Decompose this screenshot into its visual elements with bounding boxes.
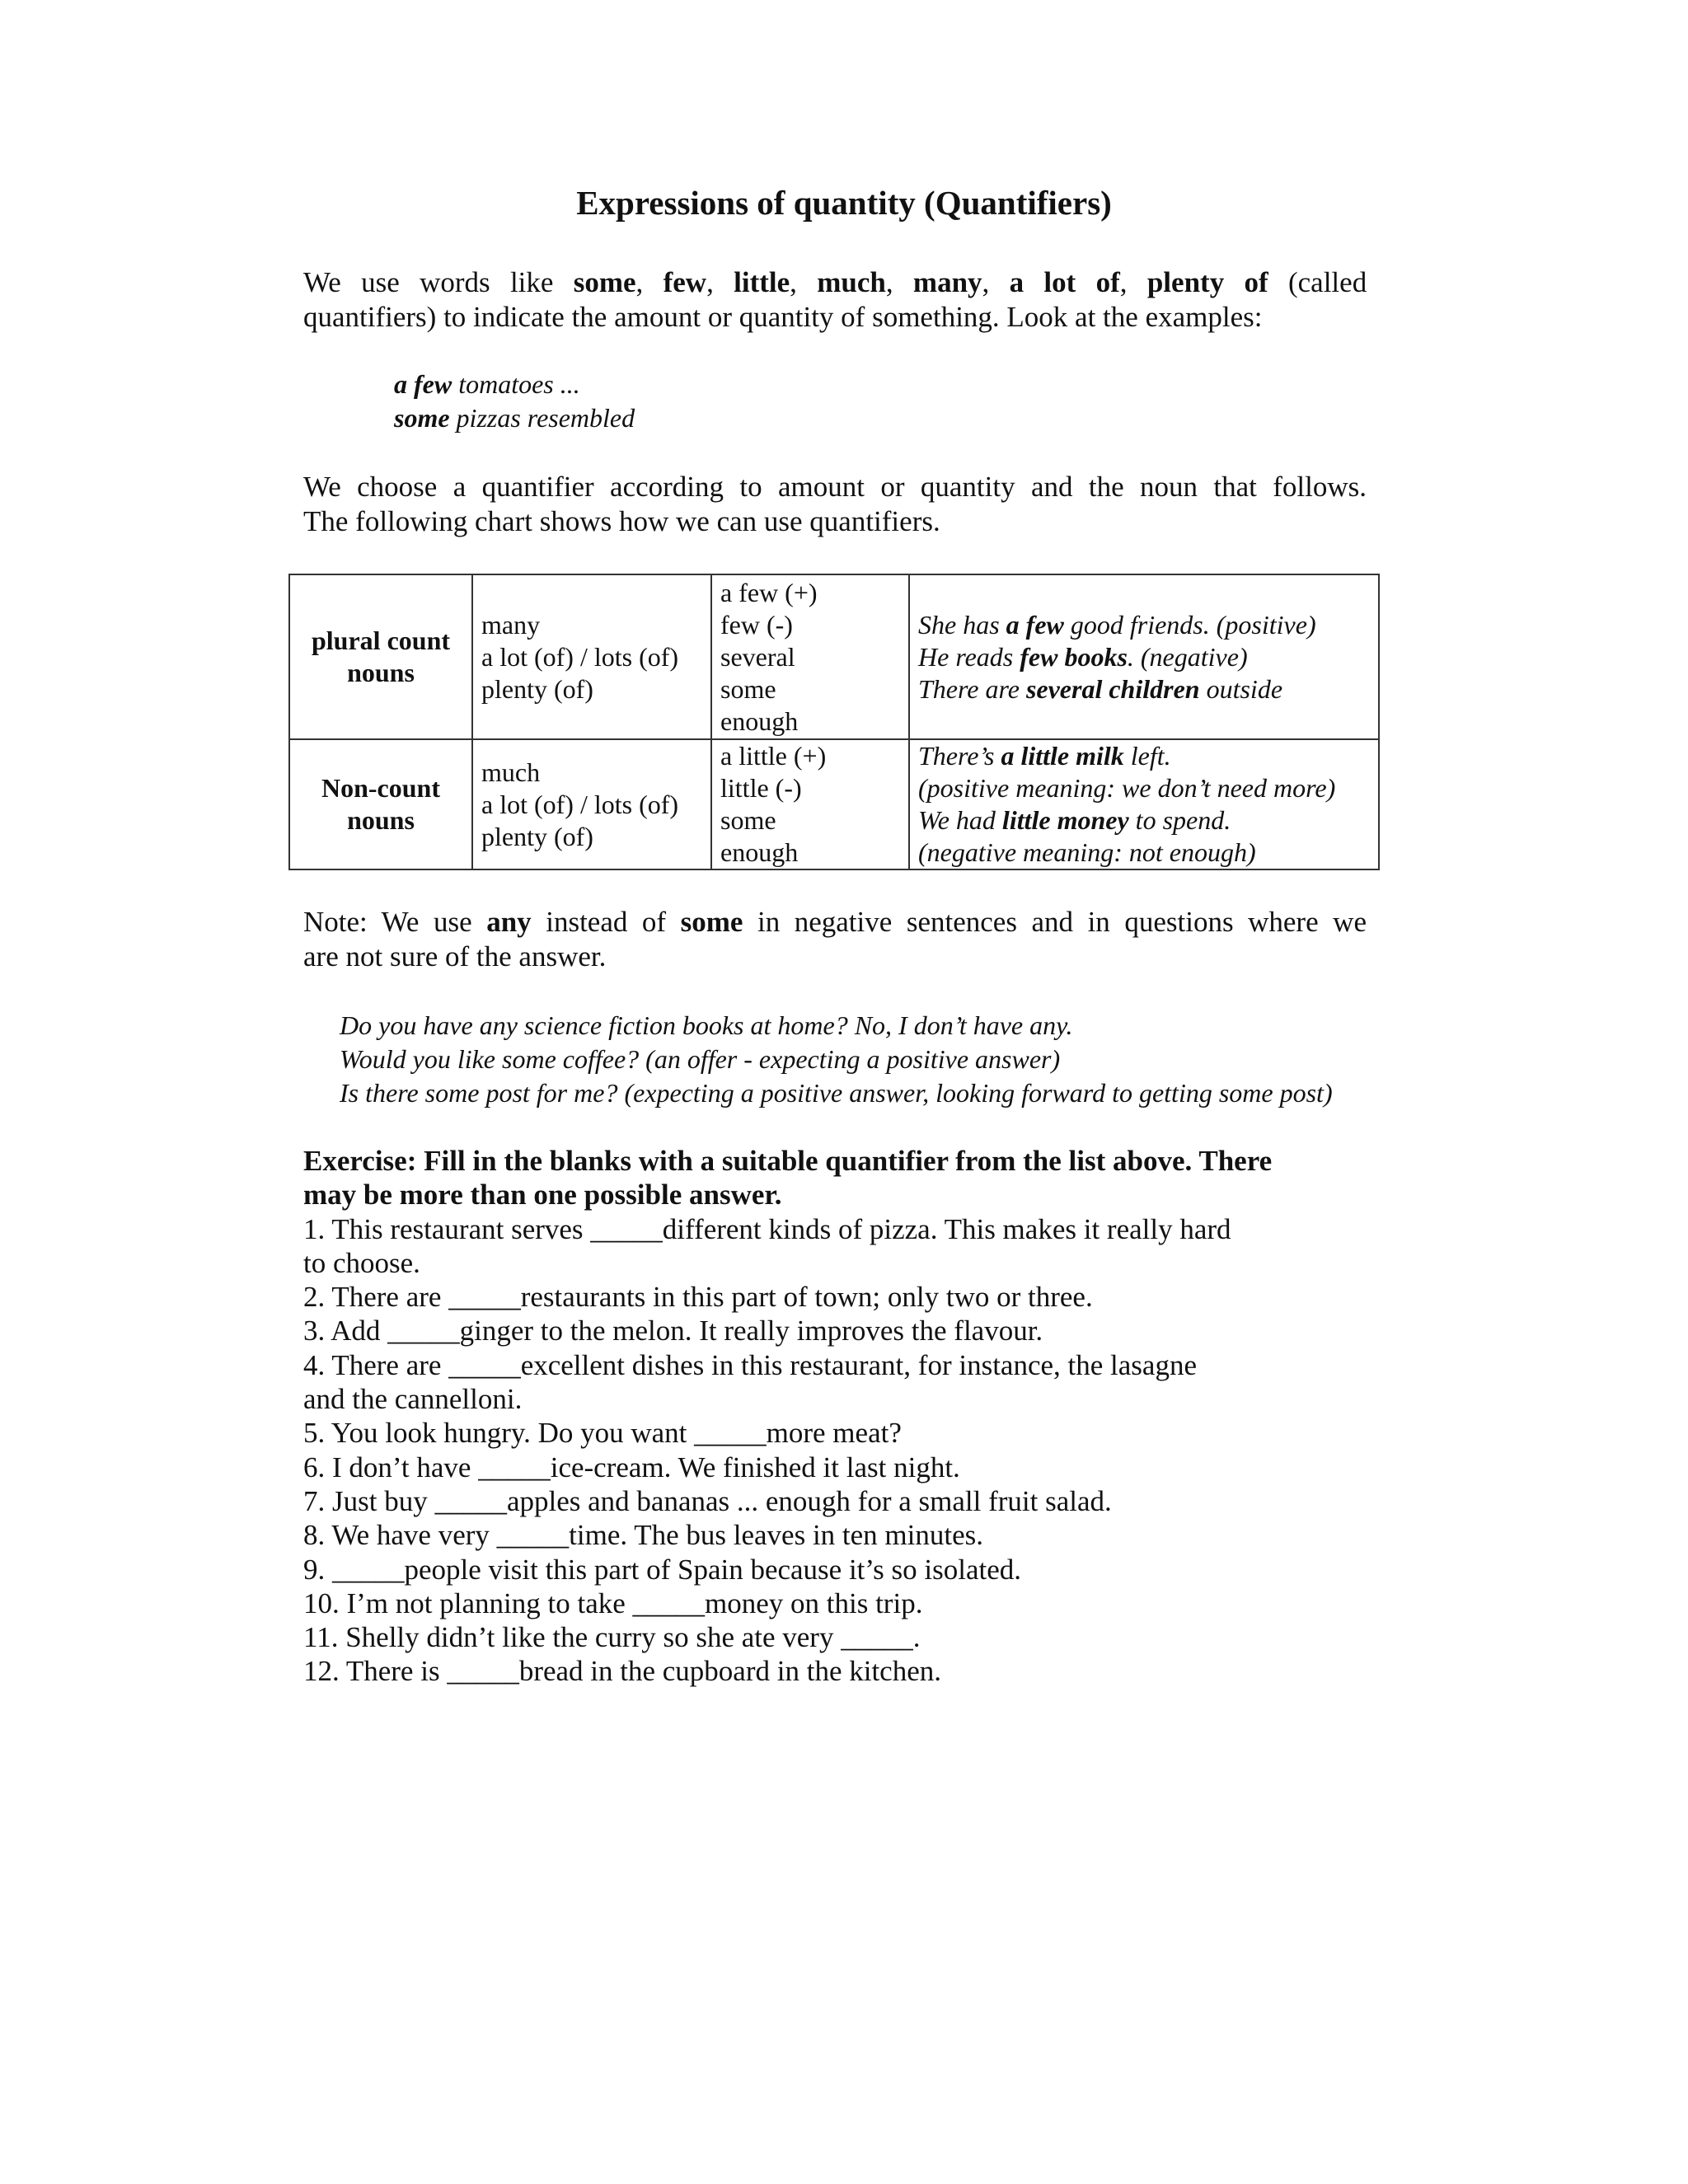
exercise-heading: Exercise: Fill in the blanks with a suitable quantifier from the list above. There: [303, 1145, 1273, 1177]
exercise-item: 10. I’m not planning to take _____money on this trip.: [303, 1586, 923, 1619]
example-bold: a few: [1006, 609, 1064, 640]
example-bold: little money: [1001, 805, 1129, 835]
example-bold: a few: [394, 369, 452, 399]
example-bold: a little milk: [1001, 741, 1124, 771]
table-row: [289, 574, 1379, 739]
noun-type-label: nouns: [347, 805, 415, 835]
note-text: Note: We use: [303, 906, 487, 938]
choose-line-1: We choose a quantifier according to amount or quantity and the noun that follows.: [303, 471, 1367, 503]
quantifier-item: enough: [720, 705, 799, 736]
exercise-item: 9. _____people visit this part of Spain because it’s so isolated.: [303, 1553, 1021, 1586]
note-paragraph: [303, 905, 1367, 974]
example-sentence: [918, 837, 1370, 869]
example-text: left.: [1123, 741, 1171, 771]
quantifiers-other-cell: [711, 739, 909, 869]
example-rest: tomatoes ...: [452, 369, 580, 399]
exercise-item: 7. Just buy _____apples and bananas ... enough for a small fruit salad.: [303, 1484, 1112, 1517]
noun-type-label: plural count: [311, 626, 451, 655]
exercise-item: 12. There is _____bread in the cupboard in the kitchen.: [303, 1655, 941, 1688]
quantifier-term: plenty: [1146, 266, 1225, 298]
intro-word: like: [509, 266, 554, 298]
quantifier-term: much: [817, 266, 886, 298]
example-sentence: [918, 804, 1370, 837]
example-line: [394, 368, 635, 401]
example-text: She has: [918, 609, 1006, 640]
page-title: Expressions of quantity (Quantifiers): [576, 184, 1112, 222]
note-bold: any: [486, 906, 532, 938]
note-line-1: [303, 905, 1367, 940]
example-text: He reads: [918, 641, 1020, 672]
exercise-heading: may be more than one possible answer.: [303, 1179, 782, 1212]
quantifier-term: few: [663, 266, 707, 298]
intro-word: words: [420, 266, 490, 298]
exercise-item: 4. There are _____excellent dishes in this restaurant, for instance, the lasagne: [303, 1348, 1197, 1381]
examples-cell: [909, 739, 1379, 869]
quantifier-item: a lot (of) / lots (of): [481, 641, 679, 672]
examples-cell: [909, 574, 1379, 739]
exercise-item: 6. I don’t have _____ice-cream. We finished it last night.: [303, 1451, 960, 1483]
exercise-section: [303, 1144, 1375, 1689]
example-bold: some: [394, 403, 450, 433]
note-text: in negative sentences and in questions where we: [743, 906, 1367, 938]
example-sentence: [918, 609, 1370, 641]
example-text: We had: [918, 805, 1002, 835]
intro-word: use: [361, 266, 400, 298]
intro-line-1: We use words like some, few, little, much, many, a lot of, plenty of (called: [303, 266, 1367, 298]
exercise-item: 2. There are _____restaurants in this part of town; only two or three.: [303, 1281, 1093, 1314]
quantifier-term: little: [734, 266, 790, 298]
example-text: outside: [1199, 673, 1283, 704]
example-text: good friends. (positive): [1063, 609, 1316, 640]
question-examples: [340, 1009, 1333, 1110]
example-sentence: [918, 772, 1370, 804]
question-line: Do you have any science fiction books at home? No, I don’t have any.: [340, 1010, 1073, 1040]
quantifier-term: of: [1095, 266, 1120, 298]
quantifier-item: a lot (of) / lots (of): [481, 789, 679, 819]
quantifier-item: much: [481, 757, 541, 787]
quantifier-term: lot: [1043, 266, 1076, 298]
table-row: [289, 739, 1379, 869]
choose-line-2: The following chart shows how we can use quantifiers.: [303, 505, 940, 537]
example-text: There are: [918, 673, 1026, 704]
note-text: instead of: [531, 906, 681, 938]
example-line: [394, 401, 635, 435]
example-bold: several children: [1025, 673, 1200, 704]
quantifier-item: little (-): [720, 773, 802, 803]
choose-paragraph: [303, 470, 1367, 539]
quantifier-term: some: [573, 266, 636, 298]
quantifier-item: a little (+): [720, 741, 827, 771]
exercise-item: 11. Shelly didn’t like the curry so she ate very _____.: [303, 1621, 921, 1654]
quantifier-term: of: [1244, 266, 1268, 298]
quantifiers-main-cell: [472, 574, 711, 739]
exercise-item: 5. You look hungry. Do you want _____more meat?: [303, 1417, 902, 1450]
examples-block: [394, 368, 635, 435]
example-text: (positive meaning: we don’t need more): [918, 773, 1336, 803]
exercise-item: to choose.: [303, 1246, 420, 1279]
intro-word: (called: [1287, 266, 1367, 298]
example-text: to spend.: [1128, 805, 1231, 835]
question-line: Would you like some coffee? (an offer - expecting a positive answer): [340, 1044, 1061, 1074]
question-line: Is there some post for me? (expecting a positive answer, looking forward to getting some post): [340, 1078, 1333, 1108]
quantifier-item: few (-): [720, 609, 793, 640]
quantifier-item: several: [720, 641, 795, 672]
noun-type-label: Non-count: [321, 773, 440, 803]
exercise-item: 8. We have very _____time. The bus leaves in ten minutes.: [303, 1519, 984, 1552]
noun-type-label: nouns: [347, 658, 415, 687]
quantifier-item: enough: [720, 837, 799, 867]
example-text: . (negative): [1127, 641, 1248, 672]
quantifier-item: some: [720, 673, 776, 704]
quantifier-item: a few (+): [720, 577, 818, 607]
example-sentence: [918, 673, 1370, 705]
exercise-item: 3. Add _____ginger to the melon. It really improves the flavour.: [303, 1315, 1043, 1347]
note-bold: some: [680, 906, 743, 938]
noun-type-cell: [289, 574, 472, 739]
quantifier-item: many: [481, 609, 541, 640]
quantifier-item: some: [720, 805, 776, 835]
example-sentence: [918, 641, 1370, 673]
quantifier-term: many: [912, 266, 982, 298]
intro-line-2: quantifiers) to indicate the amount or quantity of something. Look at the examples:: [303, 301, 1263, 333]
note-line-2: are not sure of the answer.: [303, 940, 607, 972]
quantifier-item: plenty (of): [481, 673, 593, 704]
example-text: (negative meaning: not enough): [918, 837, 1256, 867]
quantifier-chart-table: [288, 574, 1380, 870]
example-rest: pizzas resembled: [449, 403, 635, 433]
quantifiers-other-cell: [711, 574, 909, 739]
quantifier-term: a: [1009, 266, 1025, 298]
noun-type-cell: [289, 739, 472, 869]
intro-word: We: [303, 266, 341, 298]
example-sentence: [918, 740, 1370, 772]
quantifier-item: plenty (of): [481, 821, 593, 851]
example-text: There’s: [918, 741, 1001, 771]
quantifiers-main-cell: [472, 739, 711, 869]
intro-paragraph: [303, 265, 1367, 335]
exercise-item: and the cannelloni.: [303, 1383, 523, 1416]
exercise-item: 1. This restaurant serves _____different kinds of pizza. This makes it really hard: [303, 1212, 1231, 1245]
example-bold: few books: [1020, 641, 1128, 672]
